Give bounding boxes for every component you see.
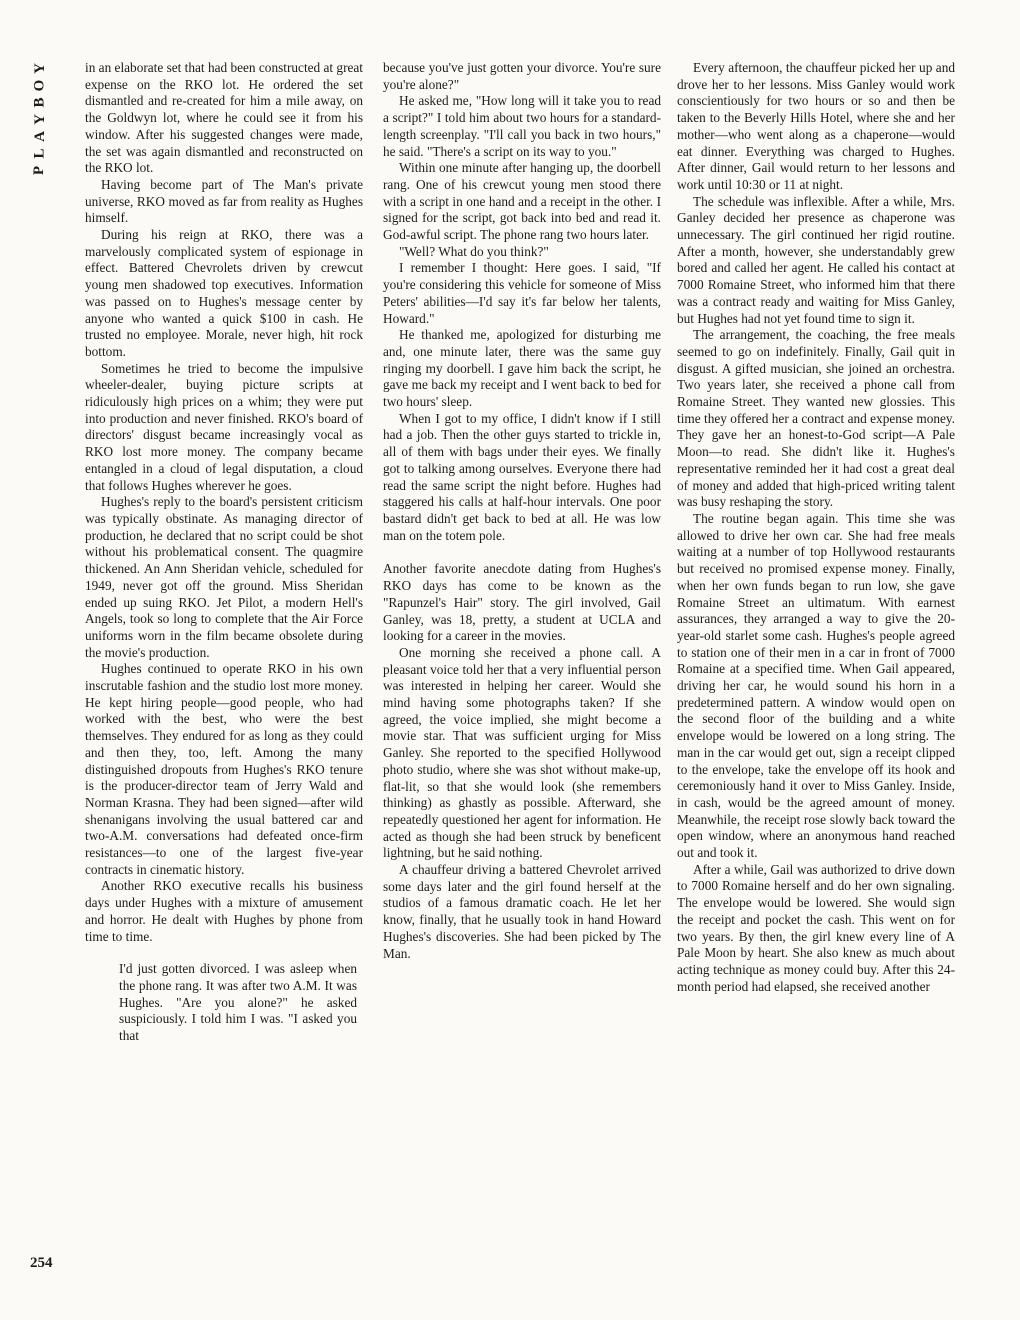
paragraph: One morning she received a phone call. A pleasant voice told her that a very influential person was interested in helping her career. Would she mind having some photographs taken? If she agreed, the voice implied, she might become a movie star. That was sufficient urging for Miss Ganley. She reported to the specified Hollywood photo studio, where she was shot without make-up, flat-lit, so that she would look (she remembers thinking) as ghastly as possible. Afterward, she repeatedly questioned her agent for information. He acted as though she had been struck by beneficent lightning, but he said nothing.	[383, 644, 661, 861]
masthead-letter: B	[31, 97, 48, 108]
masthead-letter: L	[31, 148, 48, 159]
page-number: 254	[30, 1255, 53, 1271]
paragraph: When I got to my office, I didn't know if I still had a job. Then the other guys started to trickle in, all of them with bags under their eyes. We finally got to talking among ourselves. Everyone there had read the same script the night before. Hughes had staggered his calls at half-hour intervals. One poor bastard didn't get back to bed at all. He was low man on the totem pole.	[383, 410, 661, 543]
paragraph: I remember I thought: Here goes. I said, "If you're considering this vehicle for someone of Miss Peters' abilities—I'd say it's far below her talents, Howard."	[383, 260, 661, 326]
paragraph: Within one minute after hanging up, the doorbell rang. One of his crewcut young men stood there with a script in one hand and a receipt in the other. I signed for the script, got back into bed and read it. God-awful script. The phone rang two hours later.	[383, 160, 661, 243]
paragraph: Every afternoon, the chauffeur picked her up and drove her to her lessons. Miss Ganley would work conscientiously for two hours or so and then be taken to the Beverly Hills Hotel, where she and her mother—who went along as a chaperone—would eat dinner. Everything was charged to Hughes. After dinner, Gail would return to her lessons and work until 10:30 or 11 at night.	[677, 60, 955, 192]
column-2	[383, 60, 661, 962]
paragraph: The routine began again. This time she was allowed to drive her own car. She had free meals waiting at a number of top Hollywood restaurants but received no promised expense money. Finally, when her own funds began to run low, she gave Romaine Street an ultimatum. With earnest assurances, they arranged a way to give the 20-year-old starlet some cash. Hughes's people agreed to station one of their men in a car in front of 7000 Romaine at a specified time. When Gail appeared, driving her car, he would sound his horn in a predetermined pattern. A window would open on the second floor of the building and a white envelope would be lowered on a long string. The man in the car would get out, sign a receipt clipped to the envelope, take the envelope off its hook and ceremoniously hand it over to Miss Ganley. Inside, in cash, would be the agreed amount of money. Meanwhile, the receipt rose slowly back toward the open window, where an anonymous hand reached out and took it.	[677, 510, 955, 861]
masthead-letter: P	[31, 165, 48, 176]
paragraph: A chauffeur driving a battered Chevrolet arrived some days later and the girl found herself at the studios of a famous dramatic coach. He let her know, finally, that he usually took in hand Howard Hughes's discoveries. She had been picked by The Man.	[383, 862, 661, 961]
paragraph: in an elaborate set that had been constructed at great expense on the RKO lot. He ordered the set dismantled and re-created for him a mile away, on the Goldwyn lot, where he could see it from his window. After his suggested changes were made, the set was again dismantled and reconstructed on the RKO lot.	[85, 60, 364, 176]
magazine-masthead	[22, 60, 58, 179]
column-3	[677, 60, 955, 995]
masthead-letter: O	[31, 79, 48, 92]
paragraph: Hughes's reply to the board's persistent criticism was typically obstinate. As managing director of production, he declared that no script could be shot without his problematical consent. The quagmire thickened. An Ann Sheridan vehicle, scheduled for 1949, never got off the ground. Miss Sheridan ended up suing RKO. Jet Pilot, a modern Hell's Angels, took so long to complete that the Air Force uniforms worn in the film became obsolete during the movie's production.	[85, 494, 363, 660]
paragraph: The arrangement, the coaching, the free meals seemed to go on indefinitely. Finally, Gail quit in disgust. A gifted musician, she joined an orchestra. Two years later, she received a phone call from Romaine Street. They wanted new glossies. This time they offered her a contract and expense money. They gave her an honest-to-God script—A Pale Moon—to read. She didn't like it. Hughes's representative reminded her it had cost a great deal of money and added that high-priced writing talent was busy reshaping the story.	[677, 327, 955, 510]
masthead-letter: Y	[31, 63, 48, 74]
paragraph: Another RKO executive recalls his business days under Hughes with a mixture of amusement and horror. He dealt with Hughes by phone from time to time.	[85, 878, 363, 944]
paragraph: Sometimes he tried to become the impulsive wheeler-dealer, buying picture scripts at ridiculously high prices on a whim; they were put into production and never finished. RKO's board of directors' disgust became increasingly vocal as RKO lost more money. The company became entangled in a cloud of legal disputation, a cloud that follows Hughes wherever he goes.	[85, 360, 363, 493]
masthead-letter: Y	[31, 114, 48, 125]
paragraph: because you've just gotten your divorce. You're sure you're alone?"	[383, 60, 661, 92]
block-quote: I'd just gotten divorced. I was asleep when the phone rang. It was after two A.M. It was Hughes. "Are you alone?" he asked suspiciously. I told him I was. "I asked you that	[119, 961, 357, 1044]
paragraph: He thanked me, apologized for disturbing me and, one minute later, there was the same guy ringing my doorbell. I gave him back the script, he gave me back my receipt and I went back to bed for two hours' sleep.	[383, 327, 661, 410]
masthead-letter: A	[31, 131, 48, 142]
paragraph: After a while, Gail was authorized to drive down to 7000 Romaine herself and do her own signaling. The envelope would be lowered. She would sign the receipt and pocket the cash. This went on for two years. By then, the girl knew every line of A Pale Moon by heart. She also knew as much about acting technique as money could buy. After this 24-month period had elapsed, she received another	[677, 861, 955, 994]
paragraph: He asked me, "How long will it take you to read a script?" I told him about two hours for a standard-length screenplay. "I'll call you back in two hours," he said. "There's a script on its way to you."	[383, 93, 661, 159]
paragraph: During his reign at RKO, there was a marvelously complicated system of espionage in effect. Battered Chevrolets driven by crewcut young men shadowed top executives. Information was passed on to Hughes's message center by anyone who wanted a quick $100 in cash. He trusted no employee. Morale, never high, hit rock bottom.	[85, 227, 363, 359]
paragraph: The schedule was inflexible. After a while, Mrs. Ganley decided her presence as chaperone was unnecessary. The girl continued her rigid routine. After a month, however, she understandably grew bored and called her agent. He called his contact at 7000 Romaine Street, who informed him that there was a contract ready and waiting for Miss Ganley, but Hughes had not yet found time to sign it.	[677, 193, 955, 326]
paragraph: Hughes continued to operate RKO in his own inscrutable fashion and the studio lost more money. He kept hiring people—good people, who had worked with the best, who were the best themselves. They endured for as long as they could and then they, too, left. Among the many distinguished dropouts from Hughes's RKO tenure is the producer-director team of Jerry Wald and Norman Krasna. They had been signed—after wild shenanigans involving the usual battered car and two-A.M. conversations had defeated once-firm resistances—to one of the largest five-year contracts in cinematic history.	[85, 661, 363, 877]
column-1	[85, 60, 363, 1045]
paragraph: "Well? What do you think?"	[399, 243, 549, 259]
paragraph: Having become part of The Man's private universe, RKO moved as far from reality as Hughes himself.	[85, 176, 363, 226]
paragraph: Another favorite anecdote dating from Hughes's RKO days has come to be known as the "Rapunzel's Hair" story. The girl involved, Gail Ganley, was 18, pretty, a student at UCLA and looking for a career in the movies.	[383, 561, 661, 644]
